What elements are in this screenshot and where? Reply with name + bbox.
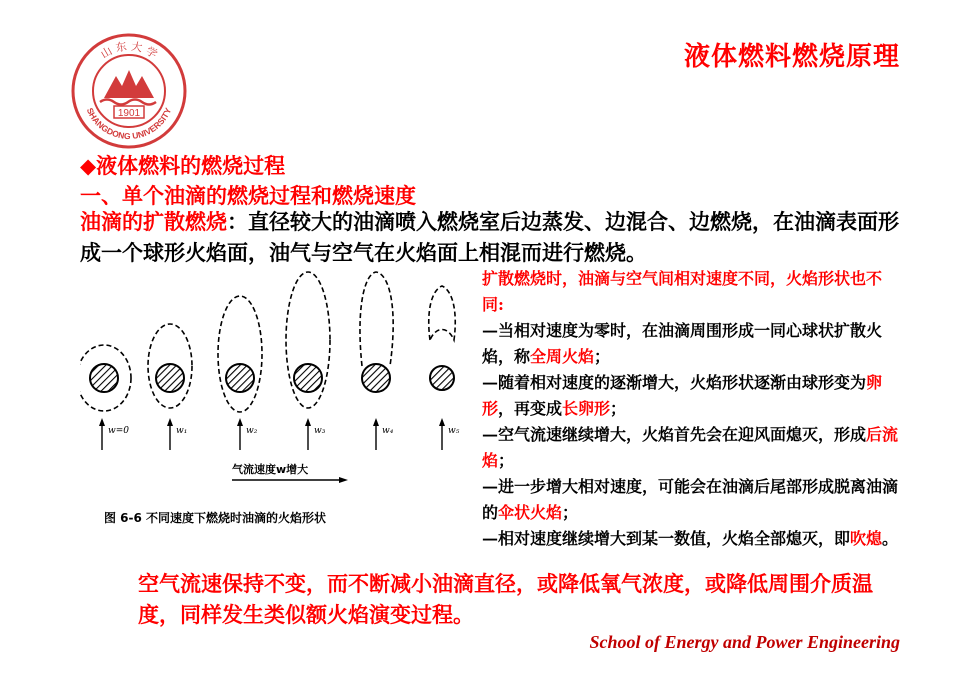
flame-w3 [286,272,330,408]
flame-w1 [148,324,192,408]
flame-w0 [80,345,131,411]
page-title: 液体燃料燃烧原理 [683,42,900,72]
figure-caption: 图 6-6 不同速度下燃烧时油滴的火焰形状 [104,511,327,525]
velocity-label: w₃ [314,426,326,436]
flame-w4 [360,272,393,392]
velocity-label: w₁ [176,426,188,436]
velocity-increase-label: 气流速度w增大 [232,463,309,476]
flame-w2 [218,296,262,412]
velocity-label: w₅ [448,426,460,436]
flame-w5 [429,286,456,390]
university-logo [70,32,188,150]
svg-text:1901: 1901 [117,108,141,119]
section-heading: ◆液体燃料的燃烧过程 [80,153,286,178]
droplet-flame-figure [80,270,470,540]
footer-school-name: School of Energy and Power Engineering [589,632,900,652]
svg-text:山 东 大 学: 山 东 大 学 [98,39,160,62]
definition-text: ：直径较大的油滴喷入燃烧室后边蒸发、边混合、边燃烧，在油滴表面形成一个球形火焰面，油气与空气在火焰面上相混而进行燃烧。 [80,209,899,265]
term-highlight: 油滴的扩散燃烧 [80,209,227,234]
subsection-heading: 一、单个油滴的燃烧过程和燃烧速度 [80,183,416,208]
list-item: —相对速度继续增大到某一数值，火焰全部熄灭，即吹熄。 [482,529,899,548]
list-item: —当相对速度为零时，在油滴周围形成一同心球状扩散火焰，称全周火焰； [482,321,883,366]
flame-shape-description [482,266,902,552]
list-item: —空气流速继续增大，火焰首先会在迎风面熄灭，形成后流焰； [482,425,899,470]
velocity-label: w₂ [246,426,258,436]
conclusion-text: 空气流速保持不变，而不断减小油滴直径，或降低氧气浓度，或降低周围介质温度，同样发生类似额火焰演变过程。 [138,571,873,627]
definition-paragraph [80,206,910,268]
velocity-label: w₄ [382,426,394,436]
list-item: —随着相对速度的逐渐增大，火焰形状逐渐由球形变为卵形，再变成长卵形； [482,373,883,418]
list-item: —进一步增大相对速度，可能会在油滴后尾部形成脱离油滴的伞状火焰； [482,477,899,522]
diamond-bullet-icon: ◆ [80,153,97,178]
description-intro: 扩散燃烧时，油滴与空气间相对速度不同，火焰形状也不同: [482,269,883,314]
svg-text:SHANGDONG UNIVERSITY: SHANGDONG UNIVERSITY [84,106,174,142]
velocity-label: w=0 [108,426,129,436]
